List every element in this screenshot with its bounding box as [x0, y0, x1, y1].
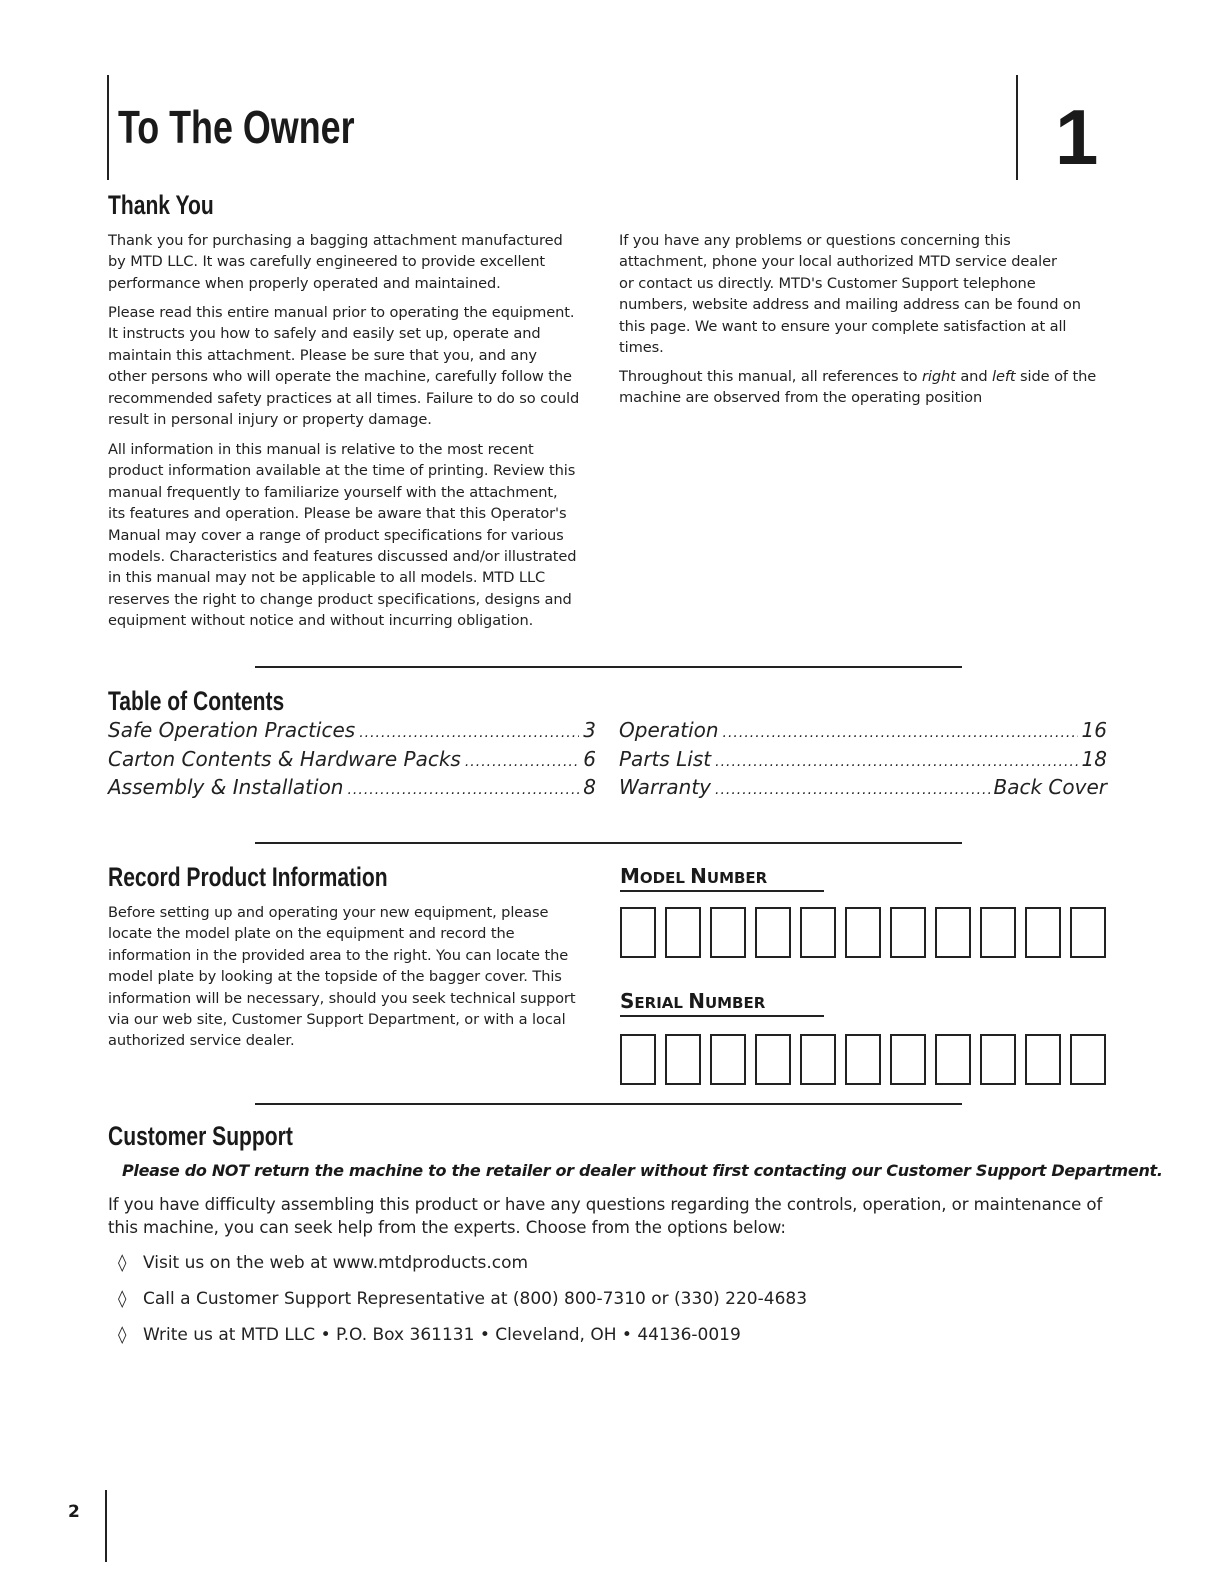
- leader-dots: [347, 782, 579, 798]
- digit-box[interactable]: [845, 907, 881, 958]
- digit-box[interactable]: [755, 907, 791, 958]
- text: left: [992, 368, 1016, 385]
- thank-you-paragraph: Thank you for purchasing a bagging attachment manufactured by MTD LLC. It was carefully engineered to provide excellent performance when properly operated and maintained.: [108, 232, 563, 292]
- thank-you-heading: Thank You: [108, 190, 214, 220]
- diamond-bullet-icon: ◊: [118, 1289, 127, 1309]
- orientation-paragraph: [619, 366, 1096, 409]
- address-text: Write us at MTD LLC • P.O. Box 361131 • Cleveland, OH • 44136-0019: [143, 1325, 741, 1345]
- digit-box[interactable]: [1025, 907, 1061, 958]
- toc-label: Safe Operation Practices: [108, 718, 356, 742]
- divider: [255, 1103, 962, 1105]
- support-option: [118, 1289, 807, 1309]
- digit-box[interactable]: [620, 907, 656, 958]
- toc-page: 8: [583, 775, 596, 799]
- chapter-number: 1: [1055, 93, 1099, 181]
- model-number-label: [620, 864, 824, 892]
- header-rule-left: [107, 75, 109, 180]
- thank-you-paragraph: If you have any problems or questions concerning this attachment, phone your local authorized MTD service dealer or contact us directly. MTD's Customer Support telephone numbers, website address and mailing address can be found on this page. We want to ensure your complete satisfaction at all times.: [619, 232, 1081, 357]
- digit-box[interactable]: [620, 1034, 656, 1085]
- text: Throughout this manual, all references to: [619, 368, 922, 385]
- page-number: 2: [68, 1502, 80, 1522]
- footer-rule: [105, 1490, 107, 1562]
- digit-box[interactable]: [890, 1034, 926, 1085]
- text: N: [688, 989, 705, 1013]
- toc-page: 6: [583, 747, 596, 771]
- digit-box[interactable]: [1025, 1034, 1061, 1085]
- record-heading: Record Product Information: [108, 862, 388, 892]
- leader-dots: [715, 754, 1077, 770]
- page-title: To The Owner: [118, 101, 355, 153]
- toc-label: Warranty: [619, 775, 711, 799]
- text: UMBER: [704, 994, 766, 1012]
- digit-box[interactable]: [665, 907, 701, 958]
- serial-number-boxes[interactable]: [620, 1034, 1106, 1085]
- text: right: [921, 368, 956, 385]
- text: M: [620, 864, 640, 888]
- toc-page: 16: [1081, 718, 1107, 742]
- text: N: [690, 864, 707, 888]
- text: ODEL: [639, 869, 691, 887]
- leader-dots: [715, 782, 990, 798]
- toc-item[interactable]: [619, 747, 1107, 775]
- toc-page: 18: [1081, 747, 1107, 771]
- text: S: [620, 989, 635, 1013]
- diamond-bullet-icon: ◊: [118, 1325, 127, 1345]
- support-intro: If you have difficulty assembling this product or have any questions regarding the controls, operation, or maintenance of this machine, you can seek help from the experts. Choose from the options below:: [108, 1195, 1103, 1237]
- toc-page: 3: [583, 718, 596, 742]
- digit-box[interactable]: [935, 907, 971, 958]
- digit-box[interactable]: [980, 1034, 1016, 1085]
- digit-box[interactable]: [800, 907, 836, 958]
- text: ERIAL: [634, 994, 689, 1012]
- text: side of the machine are observed from the operating position: [619, 368, 1097, 407]
- support-heading: Customer Support: [108, 1121, 293, 1151]
- leader-dots: [465, 754, 579, 770]
- toc-page: Back Cover: [993, 775, 1107, 799]
- digit-box[interactable]: [665, 1034, 701, 1085]
- divider: [255, 842, 962, 844]
- text: and: [955, 368, 993, 385]
- support-option: [118, 1253, 528, 1273]
- digit-box[interactable]: [1070, 1034, 1106, 1085]
- digit-box[interactable]: [1070, 907, 1106, 958]
- leader-dots: [723, 725, 1078, 741]
- header-rule-right: [1016, 75, 1018, 180]
- thank-you-paragraph: Please read this entire manual prior to operating the equipment. It instructs you how to safely and easily set up, operate and maintain this attachment. Please be sure that you, and any other persons who will operate the machine, carefully follow the recommended safety practices at all times. Failure to do so could result in personal injury or property damage.: [108, 304, 580, 429]
- phone-text: Call a Customer Support Representative at (800) 800-7310 or (330) 220-4683: [143, 1289, 808, 1309]
- support-warning: Please do NOT return the machine to the retailer or dealer without first contacting our Customer Support Department.: [122, 1161, 1163, 1180]
- digit-box[interactable]: [710, 1034, 746, 1085]
- website-text[interactable]: Visit us on the web at www.mtdproducts.com: [143, 1253, 529, 1273]
- digit-box[interactable]: [980, 907, 1016, 958]
- toc-item[interactable]: [108, 718, 596, 746]
- diamond-bullet-icon: ◊: [118, 1253, 127, 1273]
- digit-box[interactable]: [890, 907, 926, 958]
- toc-heading: Table of Contents: [108, 686, 285, 716]
- digit-box[interactable]: [800, 1034, 836, 1085]
- serial-number-label: [620, 989, 824, 1017]
- toc-item[interactable]: [108, 747, 596, 775]
- toc-label: Assembly & Installation: [108, 775, 344, 799]
- digit-box[interactable]: [935, 1034, 971, 1085]
- text: UMBER: [706, 869, 768, 887]
- toc-label: Carton Contents & Hardware Packs: [108, 747, 461, 771]
- digit-box[interactable]: [755, 1034, 791, 1085]
- toc-label: Operation: [619, 718, 719, 742]
- model-number-boxes[interactable]: [620, 907, 1106, 958]
- toc-item[interactable]: [619, 775, 1107, 803]
- record-paragraph: Before setting up and operating your new equipment, please locate the model plate on the equipment and record the information in the provided area to the right. You can locate the model plate by looking at the topside of the bagger cover. This information will be necessary, should you seek technical support via our web site, Customer Support Department, or with a local authorized service dealer.: [108, 904, 576, 1050]
- toc-item[interactable]: [108, 775, 596, 803]
- toc-label: Parts List: [619, 747, 712, 771]
- digit-box[interactable]: [845, 1034, 881, 1085]
- toc-item[interactable]: [619, 718, 1107, 746]
- divider: [255, 666, 962, 668]
- leader-dots: [359, 725, 579, 741]
- digit-box[interactable]: [710, 907, 746, 958]
- support-option: [118, 1325, 741, 1345]
- thank-you-paragraph: All information in this manual is relative to the most recent product information available at the time of printing. Review this manual frequently to familiarize yourself with the attachment, its features and operation. Please be aware that this Operator's Manual may cover a range of product specifications for various models. Characteristics and features discussed and/or illustrated in this manual may not be applicable to all models. MTD LLC reserves the right to change product specifications, designs and equipment without notice and without incurring obligation.: [108, 441, 577, 630]
